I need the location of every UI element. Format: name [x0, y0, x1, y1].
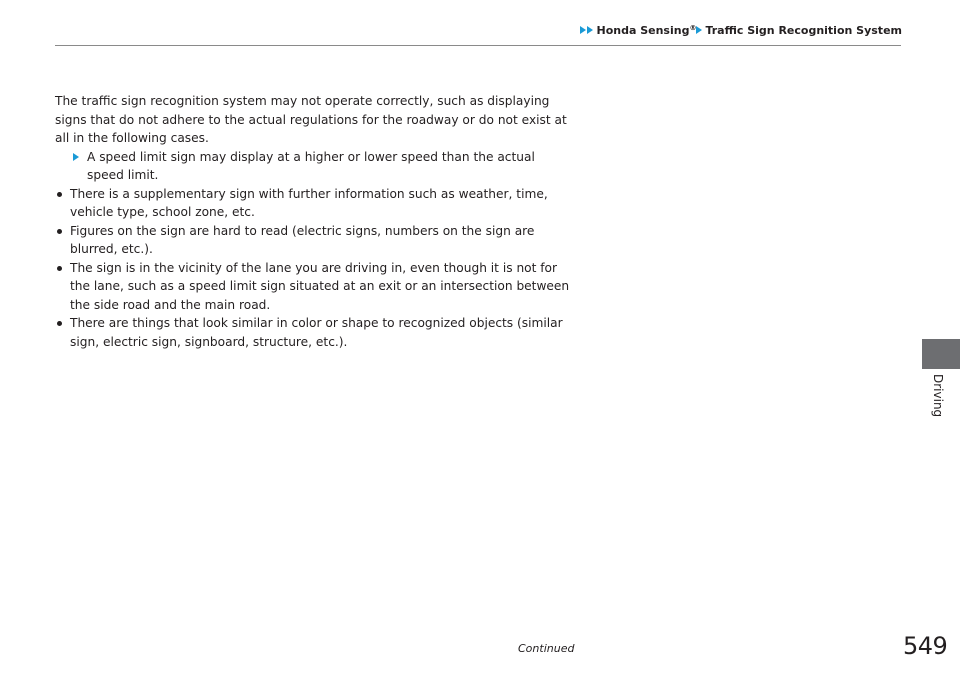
main-content	[55, 92, 575, 351]
note-paragraph	[55, 148, 575, 185]
list-item: There are things that look similar in color or shape to recognized objects (similar sign, electric sign, signboard, structure, etc.).	[55, 314, 575, 351]
list-item: Figures on the sign are hard to read (electric signs, numbers on the sign are blurred, etc.).	[55, 222, 575, 259]
chapter-tab-label[interactable]: Driving	[931, 374, 945, 418]
continued-label: Continued	[518, 642, 575, 655]
arrow-icon	[696, 26, 702, 34]
chapter-tab[interactable]	[922, 339, 960, 369]
arrow-icon	[580, 26, 586, 34]
breadcrumb-item-traffic-sign-recognition[interactable]: Traffic Sign Recognition System	[705, 24, 902, 37]
list-item: There is a supplementary sign with further information such as weather, time, vehicle type, school zone, etc.	[55, 185, 575, 222]
arrow-icon	[587, 26, 593, 34]
page-number: 549	[903, 632, 948, 660]
note-text: A speed limit sign may display at a higher or lower speed than the actual speed limit.	[87, 149, 535, 182]
breadcrumb-item-honda-sensing[interactable]: Honda Sensing	[596, 24, 690, 37]
breadcrumb	[580, 20, 902, 39]
registered-mark: ®	[689, 24, 697, 32]
list-item: The sign is in the vicinity of the lane you are driving in, even though it is not for the lane, such as a speed limit sign situated at an exit or an intersection between the side road and the main road.	[55, 259, 575, 315]
arrow-icon	[73, 153, 79, 161]
intro-paragraph: The traffic sign recognition system may not operate correctly, such as displaying signs that do not adhere to the actual regulations for the roadway or do not exist at all in the following cases.	[55, 94, 567, 145]
header-divider	[55, 45, 901, 46]
condition-list	[55, 185, 575, 352]
